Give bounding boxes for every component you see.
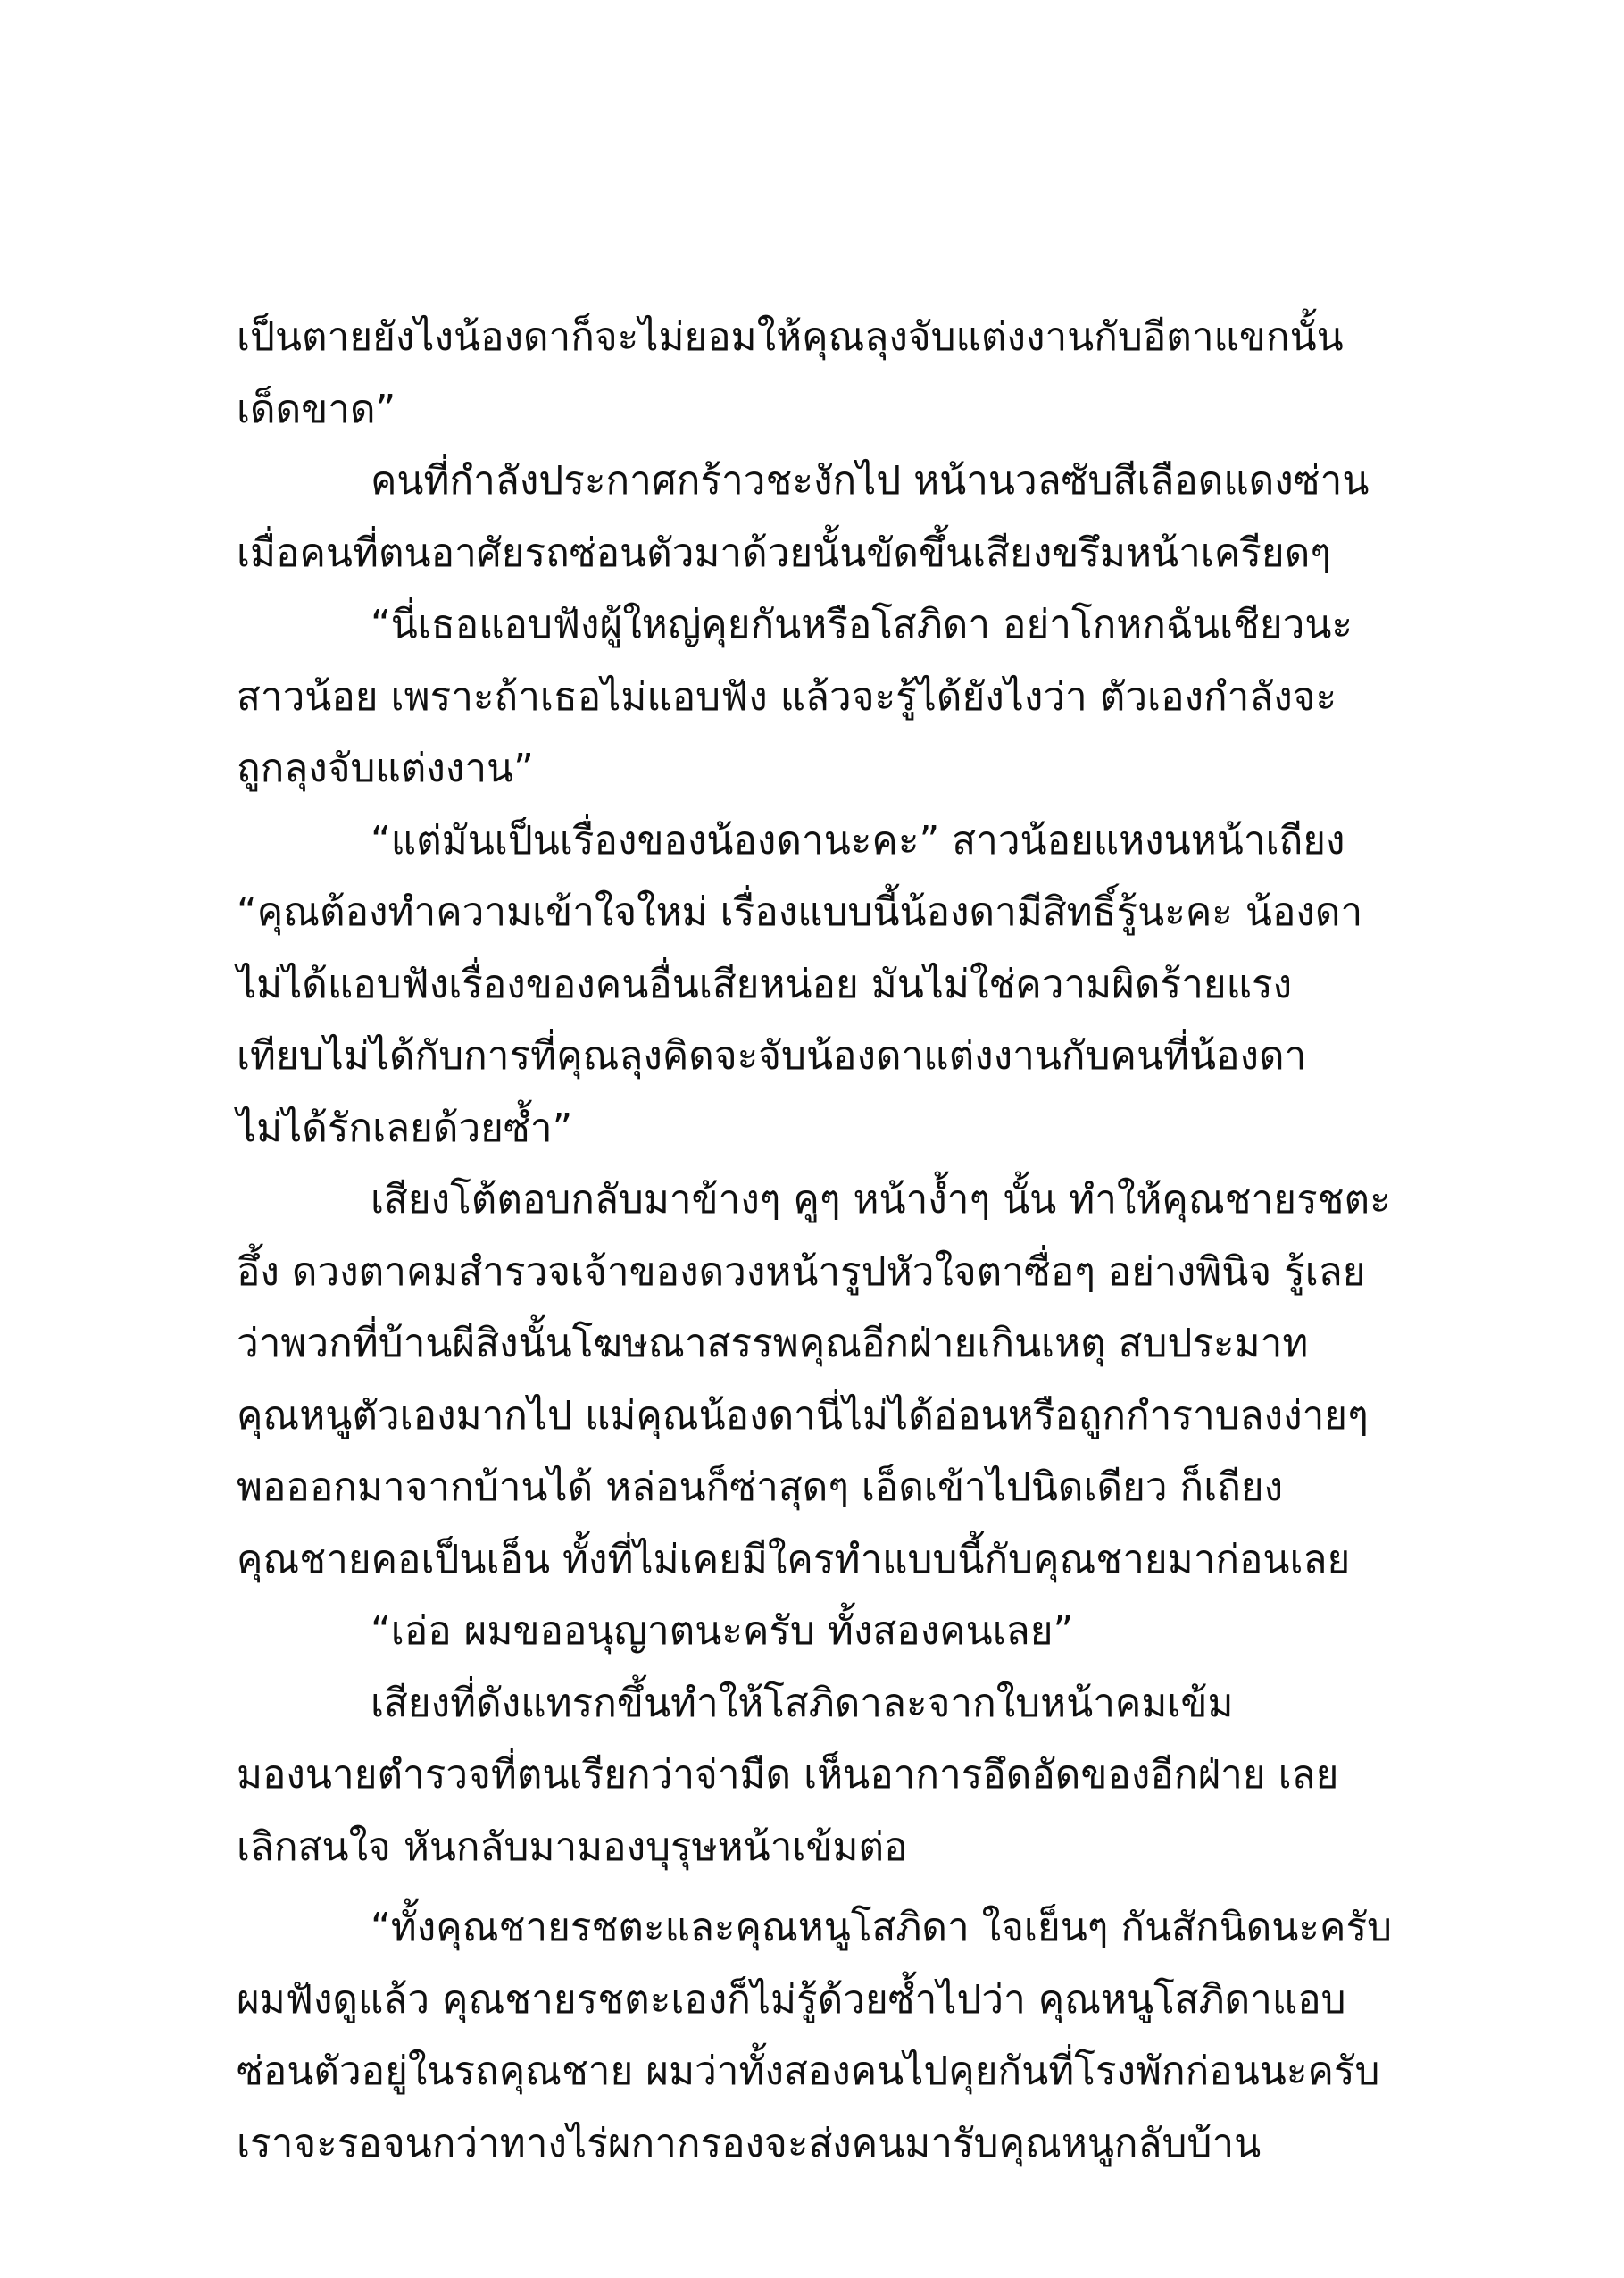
text-line: ถูกลุงจับแต่งงาน” bbox=[237, 746, 534, 791]
text-line: ซ่อนตัวอยู่ในรถคุณชาย ผมว่าทั้งสองคนไปคุยกันที่โรงพักก่อนนะครับ bbox=[237, 2049, 1380, 2094]
paragraph-start-line: “ทั้งคุณชายรชตะและคุณหนูโสภิดา ใจเย็นๆ กันสักนิดนะครับ bbox=[371, 1905, 1392, 1950]
text-line: มองนายตำรวจที่ตนเรียกว่าจ่ามืด เห็นอาการอึดอัดของอีกฝ่าย เลย bbox=[237, 1752, 1339, 1798]
paragraph-start-line: เสียงโต้ตอบกลับมาข้างๆ คูๆ หน้างํ้าๆ นั้น ทำให้คุณชายรชตะ bbox=[371, 1177, 1391, 1222]
text-line: เมื่อคนที่ตนอาศัยรถซ่อนตัวมาด้วยนั้นขัดขึ้นเสียงขรึมหน้าเครียดๆ bbox=[237, 530, 1331, 576]
text-line: สาวน้อย เพราะถ้าเธอไม่แอบฟัง แล้วจะรู้ได้ยังไงว่า ตัวเองกำลังจะ bbox=[237, 673, 1337, 720]
paragraph-start-line: คนที่กำลังประกาศกร้าวชะงักไป หน้านวลซับสีเลือดแดงซ่าน bbox=[371, 458, 1370, 504]
text-line: เลิกสนใจ หันกลับมามองบุรุษหน้าเข้มต่อ bbox=[237, 1823, 908, 1870]
body-text bbox=[237, 302, 1397, 2180]
paragraph-start-line: “เอ่อ ผมขออนุญาตนะครับ ทั้งสองคนเลย” bbox=[371, 1608, 1074, 1654]
text-line: “คุณต้องทำความเข้าใจใหม่ เรื่องแบบนี้น้องดามีสิทธิ์รู้นะคะ น้องดา bbox=[237, 889, 1363, 935]
paragraph-start-line: “แต่มันเป็นเรื่องของน้องดานะคะ” สาวน้อยแหงนหน้าเถียง bbox=[371, 817, 1345, 864]
paragraph-start-line: “นี่เธอแอบฟังผู้ใหญ่คุยกันหรือโสภิดา อย่าโกหกฉันเชียวนะ bbox=[371, 602, 1353, 647]
paragraph-start-line: เสียงที่ดังแทรกขึ้นทำให้โสภิดาละจากใบหน้าคมเข้ม bbox=[371, 1680, 1234, 1726]
text-line: เด็ดขาด” bbox=[237, 386, 396, 432]
text-line: คุณชายคอเป็นเอ็น ทั้งที่ไม่เคยมีใครทำแบบนี้กับคุณชายมาก่อนเลย bbox=[237, 1536, 1351, 1582]
text-line: เราจะรอจนกว่าทางไร่ผกากรองจะส่งคนมารับคุณหนูกลับบ้าน bbox=[237, 2120, 1262, 2166]
text-line: ไม่ได้รักเลยด้วยซ้ำ” bbox=[237, 1105, 573, 1151]
text-line: คุณหนูตัวเองมากไป แม่คุณน้องดานี่ไม่ได้อ่อนหรือถูกกำราบลงง่ายๆ bbox=[237, 1392, 1369, 1439]
text-line: เทียบไม่ได้กับการที่คุณลุงคิดจะจับน้องดาแต่งงานกับคนที่น้องดา bbox=[237, 1033, 1307, 1079]
text-line: พอออกมาจากบ้านได้ หล่อนก็ซ่าสุดๆ เอ็ดเข้าไปนิดเดียว ก็เถียง bbox=[237, 1464, 1284, 1510]
text-line: ผมฟังดูแล้ว คุณชายรชตะเองก็ไม่รู้ด้วยซ้ำไปว่า คุณหนูโสภิดาแอบ bbox=[237, 1976, 1346, 2023]
text-line: ว่าพวกที่บ้านผีสิงนั้นโฆษณาสรรพคุณอีกฝ่ายเกินเหตุ สบประมาท bbox=[237, 1321, 1309, 1366]
text-line: ไม่ได้แอบฟังเรื่องของคนอื่นเสียหน่อย มันไม่ใช่ความผิดร้ายแรง bbox=[237, 961, 1293, 1007]
text-line: อึ้ง ดวงตาคมสำรวจเจ้าของดวงหน้ารูปหัวใจตาซื่อๆ อย่างพินิจ รู้เลย bbox=[237, 1248, 1366, 1295]
text-line: เป็นตายยังไงน้องดาก็จะไม่ยอมให้คุณลุงจับแต่งงานกับอีตาแขกนั้น bbox=[237, 314, 1344, 360]
